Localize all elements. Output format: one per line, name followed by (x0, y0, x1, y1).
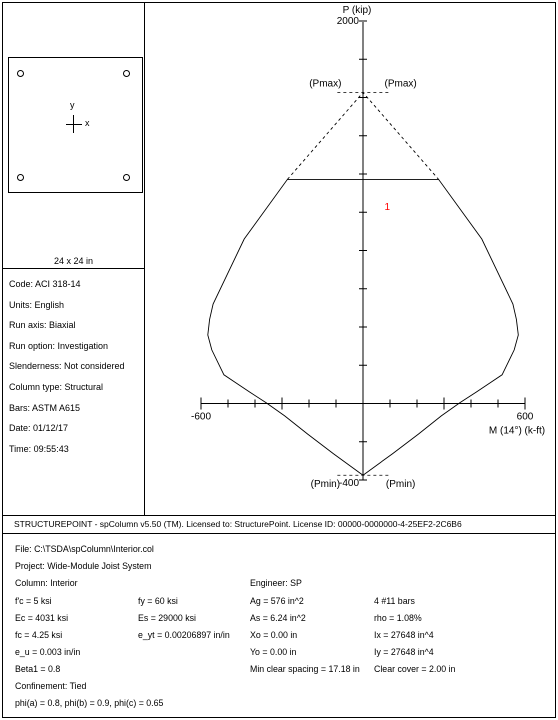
detail-rho: rho = 1.08% (374, 613, 422, 623)
run-info-list (9, 274, 125, 459)
info-code: Code: ACI 318-14 (9, 279, 81, 289)
section-x-label: x (85, 118, 90, 128)
section-x-axis (66, 124, 82, 125)
column-section (8, 57, 143, 193)
section-size-label: 24 x 24 in (53, 256, 94, 266)
detail-ix: Ix = 27648 in^4 (374, 630, 434, 640)
info-units: Units: English (9, 299, 65, 310)
detail-phi: phi(a) = 0.8, phi(b) = 0.9, phi(c) = 0.65 (15, 698, 164, 708)
detail-column: Column: Interior (15, 578, 78, 588)
x-tick-label: 600 (516, 411, 534, 423)
detail-fc: f'c = 5 ksi (15, 596, 52, 606)
column-details (0, 538, 558, 718)
info-date: Date: 01/12/17 (9, 423, 69, 434)
detail-confinement: Confinement: Tied (15, 681, 87, 691)
detail-e-yt: e_yt = 0.00206897 in/in (138, 630, 230, 640)
detail-es: Es = 29000 ksi (138, 613, 196, 623)
detail-beta1: Beta1 = 0.8 (15, 664, 61, 674)
detail-file: File: C:\TSDA\spColumn\Interior.col (15, 544, 154, 554)
pmax-label-right: (Pmax) (384, 78, 417, 90)
detail-ag: Ag = 576 in^2 (250, 596, 304, 606)
detail-engineer: Engineer: SP (250, 578, 302, 588)
detail-bars: 4 #11 bars (374, 596, 415, 606)
x-tick-label: -600 (190, 411, 212, 423)
info-column-type: Column type: Structural (9, 381, 104, 392)
pmin-label-right: (Pmin) (385, 479, 416, 491)
detail-xo: Xo = 0.00 in (250, 630, 298, 640)
x-axis-label: M (14°) (k-ft) (488, 425, 546, 437)
detail-project: Project: Wide-Module Joist System (15, 561, 152, 571)
interaction-diagram (145, 2, 556, 515)
load-point-label: 1 (384, 201, 391, 213)
info-run-option: Run option: Investigation (9, 340, 109, 351)
info-run-axis: Run axis: Biaxial (9, 320, 76, 331)
detail-e-u: e_u = 0.003 in/in (15, 647, 81, 657)
info-slenderness: Slenderness: Not considered (9, 361, 125, 372)
detail-yo: Yo = 0.00 in (250, 647, 297, 657)
detail-min-spacing: Min clear spacing = 17.18 in (250, 664, 360, 674)
rebar-circle (17, 174, 24, 181)
detail-fy: fy = 60 ksi (138, 596, 178, 606)
detail-as: As = 6.24 in^2 (250, 613, 306, 623)
rebar-circle (123, 174, 130, 181)
info-bars: Bars: ASTM A615 (9, 402, 81, 413)
section-y-label: y (70, 100, 75, 110)
rebar-circle (17, 70, 24, 77)
info-time: Time: 09:55:43 (9, 443, 69, 454)
detail-iy: Iy = 27648 in^4 (374, 647, 434, 657)
y-tick-label: 2000 (336, 16, 359, 27)
detail-fc2: fc = 4.25 ksi (15, 630, 63, 640)
divider (2, 268, 145, 269)
pmax-label-left: (Pmax) (309, 78, 342, 90)
y-tick-label: -400 (338, 478, 359, 489)
license-banner: STRUCTUREPOINT - spColumn v5.50 (TM). Licensed to: StructurePoint. License ID: 00000-0000000-4-25EF2-2C6B6 (2, 515, 556, 534)
rebar-circle (123, 70, 130, 77)
pmin-label-left: (Pmin) (310, 479, 341, 491)
detail-clear-cover: Clear cover = 2.00 in (374, 664, 456, 674)
y-axis-label: P (kip) (342, 5, 372, 16)
detail-ec: Ec = 4031 ksi (15, 613, 69, 623)
